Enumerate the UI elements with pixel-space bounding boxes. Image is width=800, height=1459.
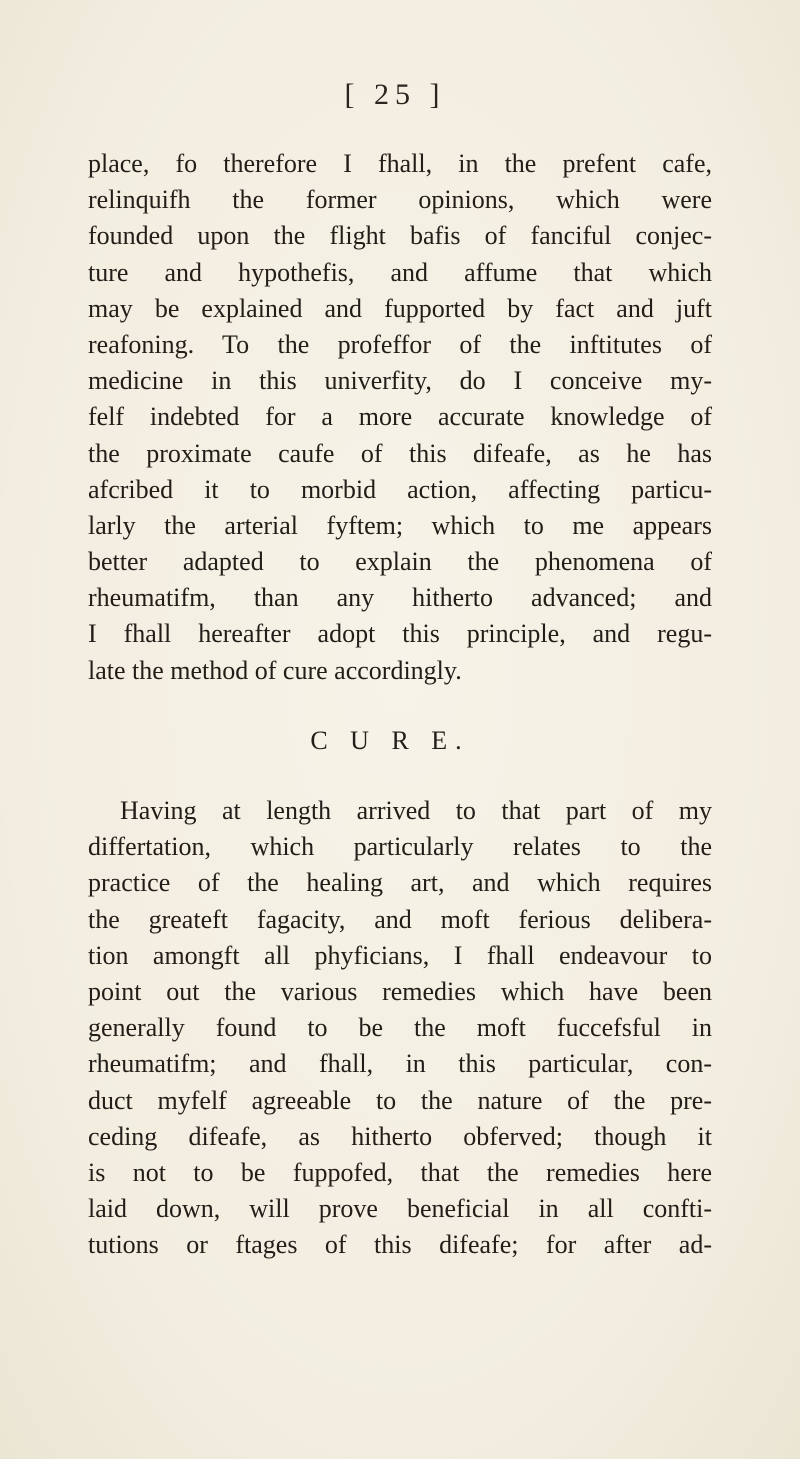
body-text (88, 146, 712, 1263)
text-line: larly the arterial fyftem; which to me appears (88, 510, 712, 540)
paragraph-1 (88, 146, 712, 689)
text-line: rheumatifm; and fhall, in this particular, con- (88, 1049, 712, 1079)
text-line: founded upon the flight bafis of fanciful conjec- (88, 221, 712, 251)
text-line: late the method of cure accordingly. (88, 655, 462, 685)
text-line: Having at length arrived to that part of my (120, 796, 712, 825)
text-line: the greateft fagacity, and moft ferious delibera- (88, 904, 712, 934)
text-line: may be explained and fupported by fact and juft (88, 293, 712, 323)
text-line: practice of the healing art, and which requires (88, 868, 712, 898)
text-line: ture and hypothefis, and affume that which (88, 257, 712, 287)
text-line: afcribed it to morbid action, affecting particu- (88, 474, 712, 504)
text-line: generally found to be the moft fuccefsful in (88, 1013, 712, 1043)
text-line: medicine in this univerfity, do I conceive my- (88, 366, 712, 396)
text-line: tion amongft all phyficians, I fhall endeavour to (88, 940, 712, 970)
text-line: I fhall hereafter adopt this principle, and regu- (88, 619, 712, 649)
text-line: rheumatifm, than any hitherto advanced; and (88, 583, 712, 613)
section-heading: C U R E. (310, 725, 470, 755)
text-line: the proximate caufe of this difeafe, as he has (88, 438, 712, 468)
text-line: place, fo therefore I fhall, in the prefent cafe, (88, 149, 712, 178)
text-line: is not to be fuppofed, that the remedies here (88, 1157, 712, 1187)
text-line: felf indebted for a more accurate knowledge of (88, 402, 712, 432)
text-line: differtation, which particularly relates to the (88, 832, 712, 862)
paragraph-2 (88, 793, 712, 1263)
page-number: [ 25 ] (344, 78, 446, 111)
text-line: better adapted to explain the phenomena of (88, 547, 712, 577)
text-line: relinquifh the former opinions, which were (88, 185, 712, 215)
text-line: tutions or ftages of this difeafe; for after ad- (88, 1230, 712, 1260)
text-line: reafoning. To the profeffor of the inftitutes of (88, 329, 712, 359)
text-line: ceding difeafe, as hitherto obferved; though it (88, 1121, 712, 1151)
text-line: point out the various remedies which have been (88, 976, 712, 1006)
text-line: laid down, will prove beneficial in all confti- (88, 1194, 712, 1224)
text-line: duct myfelf agreeable to the nature of the pre- (88, 1085, 712, 1115)
